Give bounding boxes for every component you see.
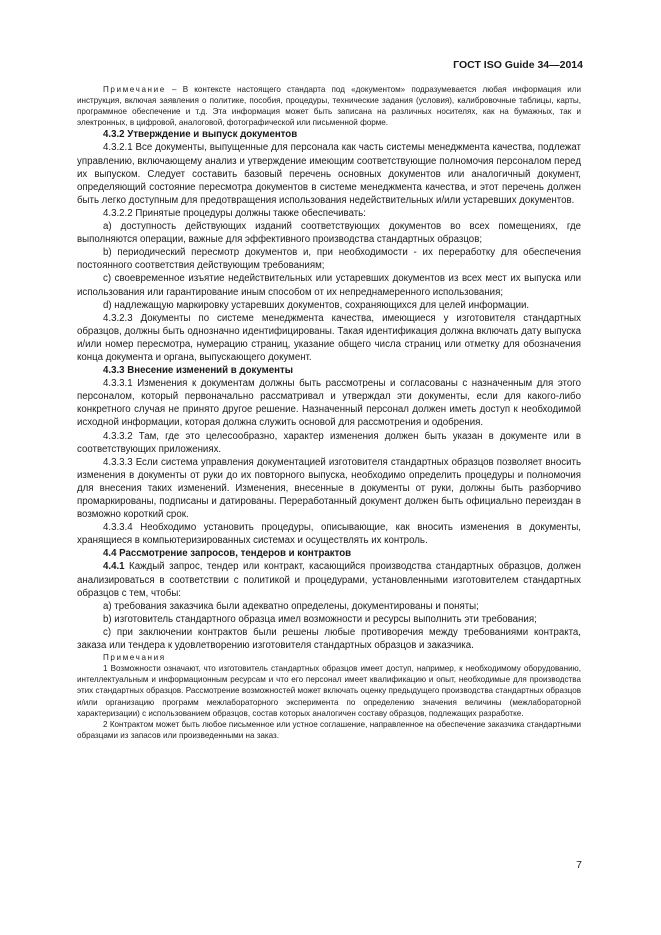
paragraph-4-3-3-4: 4.3.3.4 Необходимо установить процедуры, описывающие, как вносить изменения в документы, хранящиеся в компьютеризированных системах и осуществлять их контроль. [77,522,581,547]
list-item-d: d) надлежащую маркировку устаревших документов, сохраняющихся для целей информации. [103,299,530,311]
paragraph-4-3-2-2: 4.3.2.2 Принятые процедуры должны также обеспечивать: [103,207,366,219]
note-label: Примечание [103,85,166,94]
list-item-c: c) своевременное изъятие недействительных или устаревших документов из всех мест их выпуска или использования или гарантирование иным способом от их непреднамеренного использования; [77,273,581,298]
list-item-c: c) при заключении контрактов были решены любые противоречия между требованиями контракта, заказа или тендера к удовлетворению изготовителя стандартных образцов и заказчика. [77,626,581,652]
paragraph-4-3-3-1: 4.3.3.1 Изменения к документам должны быть рассмотрены и согласованы с назначенным для этого персоналом, который первоначально рассматривал и утверждал эти документы, если для какого-либо конкретного случая не принято другое решение. Назначенный персонал должен иметь доступ к необходимой исходной информации, которая должна служить основой для рассмотрения и одобрения. [77,378,581,429]
paragraph-4-4-1 [77,560,581,599]
document-body [77,84,581,741]
document-header: ГОСТ ISO Guide 34—2014 [453,59,583,71]
list-item-a: a) доступность действующих изданий соответствующих документов во всех помещениях, где выполняются операции, важные для эффективного производства стандартных образцов; [77,221,581,246]
note-text: – В контексте настоящего стандарта под «документом» подразумевается любая информация или инструкция, включая заявления о политике, пособия, процедуры, технические задания (условия), калибровочные таблицы, карты, программное обеспечение и т.д. Эта информация может быть записана на различных носителях, как на бумажных, так и электронных, в цифровой, аналоговой, фотографической или письменной форме. [77,85,581,128]
note-1: 1 Возможности означают, что изготовитель стандартных образцов имеет доступ, например, к необходимому оборудованию, интеллектуальным и информационным ресурсам и что его персонал имеет квалификацию и опыт, необходимые для производства этих стандартных образцов. Рассмотрение возможностей может включать оценку предыдущего производства стандартных образцов и/или организацию программ межлабораторного эксперимента по определению значения величины (межлабораторной характеризации) с использованием образцов, состав которых аналогичен составу образцов, подлежащих разработке. [77,664,581,718]
page-number: 7 [576,859,582,871]
notes-label [77,652,581,663]
list-item-b: b) периодический пересмотр документов и, при необходимости - их переработку для обеспечения постоянного соответствия действующим требованиям; [77,247,581,272]
paragraph-4-3-2-3: 4.3.2.3 Документы по системе менеджмента качества, имеющиеся у изготовителя стандартных образцов, должны быть однозначно идентифицированы. Такая идентификация должна включать дату выпуска и/или номер пересмотра, нумерацию страниц, указание общего числа страниц или отметку для обозначения конца документа и органа, выпускающего документ. [77,312,581,363]
section-heading-4-3-3: 4.3.3 Внесение изменений в документы [103,365,294,377]
paragraph-4-3-3-3: 4.3.3.3 Если система управления документацией изготовителя стандартных образцов позволяет вносить изменения в документы от руки до их повторного выпуска, необходимо определить процедуры и полномочия для внесения таких изменений. Изменения, внесенные в документы от руки, должны быть разборчиво промаркированы, подписаны и датированы. Переработанный документ должен быть официально переиздан в возможно короткий срок. [77,456,581,521]
paragraph-4-3-2-1: 4.3.2.1 Все документы, выпущенные для персонала как часть системы менеджмента качества, подлежат управлению, включающему анализ и утверждение имеющим соответствующие полномочия персоналом перед их выпуском. Следует составить базовый перечень основных документов или аналогичный документ, определяющий состояние пересмотра документов в системе менеджмента качества, и этот перечень должен быть легко доступным для предотвращения использования недействительных и/или устаревших документов. [77,142,581,206]
section-heading-4-4: 4.4 Рассмотрение запросов, тендеров и контрактов [103,548,352,560]
notes-label-text: Примечания [103,653,166,663]
list-item-b: b) изготовитель стандартного образца имел возможности и ресурсы выполнить эти требования; [103,613,537,625]
paragraph-number: 4.4.1 [103,561,125,573]
section-heading-4-3-2: 4.3.2 Утверждение и выпуск документов [103,129,298,141]
paragraph-text: Каждый запрос, тендер или контракт, касающийся производства стандартных образцов, должен анализироваться в соответствии с политикой и процедурами, установленными изготовителем стандартных образцов с тем, чтобы: [77,561,581,599]
note-2: 2 Контрактом может быть любое письменное или устное соглашение, направленное на обеспечение заказчика стандартными образцами из запасов или произведенными на заказ. [77,719,581,740]
list-item-a: a) требования заказчика были адекватно определены, документированы и поняты; [103,600,479,612]
note-intro [77,84,581,128]
paragraph-4-3-3-2: 4.3.3.2 Там, где это целесообразно, характер изменения должен быть указан в документе или в соответствующих приложениях. [77,430,581,455]
